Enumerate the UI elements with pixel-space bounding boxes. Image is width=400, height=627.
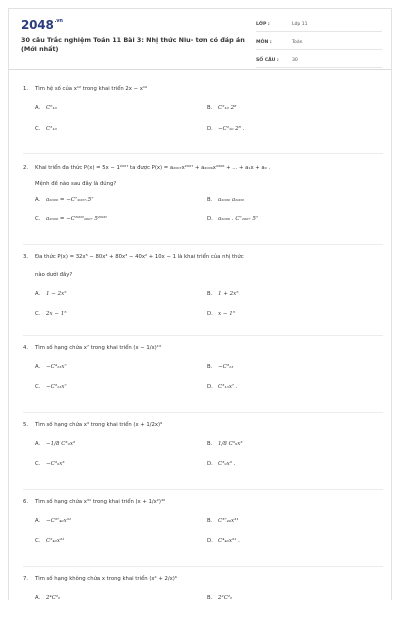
question-number: 7.	[23, 576, 29, 582]
question-text: 2. Khai triển đa thức P(x) = 5x − 1²⁰⁰⁷ ta được P(x) = a₂₀₀₇x²⁰⁰⁷ + a₂₀₀₆x²⁰⁰⁶ + ... + a₁x + a₀ .	[23, 165, 271, 171]
option-c[interactable]: C. 2x − 1⁵	[35, 311, 67, 317]
option-a[interactable]: A. C⁶₁₀	[35, 105, 57, 111]
meta-label: MÔN :	[256, 40, 272, 45]
meta-label: LỚP :	[256, 22, 270, 27]
option-d[interactable]: D. C³₁₃x⁷ .	[207, 384, 238, 390]
meta-value: Toán	[292, 40, 303, 45]
document-meta	[256, 19, 382, 73]
document-page	[8, 8, 392, 600]
option-d[interactable]: D. a₂₀₀₀ . C⁷₂₀₀₇ 5⁷	[207, 216, 259, 222]
question-text: 1. Tìm hệ số của x¹² trong khai triển 2x − x¹⁰	[23, 86, 148, 92]
document-header	[9, 9, 391, 70]
question-number: 3.	[23, 254, 29, 260]
question-item	[23, 413, 383, 490]
question-text: 4. Tìm số hạng chứa x⁷ trong khai triển (x − 1/x)¹³	[23, 345, 161, 351]
option-b[interactable]: B. 1/8 C³₉x³	[207, 441, 243, 447]
site-logo[interactable]	[21, 18, 63, 32]
option-b[interactable]: B. C²₁₀ 2⁸	[207, 105, 237, 111]
option-b[interactable]: B. C³⁷₄₀x³¹	[207, 518, 239, 524]
option-b[interactable]: B. a₂₀₀₀ a₂₀₀₀	[207, 197, 244, 203]
question-list	[23, 85, 383, 627]
option-a[interactable]: A. −C⁴₁₃x⁷	[35, 364, 67, 370]
meta-label: SỐ CÂU :	[256, 58, 279, 63]
question-item	[23, 85, 383, 154]
question-text: 6. Tìm số hạng chứa x³¹ trong khai triển (x + 1/x²)⁴⁰	[23, 499, 166, 505]
option-c[interactable]: C. C²₄₀x³¹	[35, 538, 65, 544]
question-number: 6.	[23, 499, 29, 505]
question-subtext: nào dưới đây?	[35, 272, 73, 278]
question-item	[23, 245, 383, 336]
option-a[interactable]: A. a₂₀₀₀ = −C⁷₂₀₀₇.5⁷	[35, 197, 94, 203]
question-item	[23, 336, 383, 413]
question-number: 4.	[23, 345, 29, 351]
meta-value: Lớp 11	[292, 22, 308, 27]
option-d[interactable]: D. C³₉x³ .	[207, 461, 236, 467]
meta-row-subject	[256, 37, 382, 50]
meta-value: 30	[292, 58, 298, 63]
option-b[interactable]: B. 2²C²₆	[207, 595, 233, 601]
meta-row-count	[256, 55, 382, 68]
question-item	[23, 154, 383, 245]
question-number: 5.	[23, 422, 29, 428]
question-text: 5. Tìm số hạng chứa x³ trong khai triển (x + 1/2x)⁹	[23, 422, 163, 428]
option-c[interactable]: C. −C³₁₃x⁷	[35, 384, 67, 390]
document-title: 30 câu Trắc nghiệm Toán 11 Bài 3: Nhị thức Niu- tơn có đáp án (Mới nhất)	[21, 36, 245, 53]
option-c[interactable]: C. a₂₀₀₀ = −C²⁰⁰⁰₂₀₀₇ 5²⁰⁰⁰	[35, 216, 107, 222]
option-a[interactable]: A. 1 − 2x⁵	[35, 291, 67, 297]
question-number: 1.	[23, 86, 29, 92]
option-d[interactable]: D. C⁴₄₀x³¹ .	[207, 538, 240, 544]
option-d[interactable]: D. x − 1⁵	[207, 311, 235, 317]
question-item	[23, 490, 383, 567]
option-a[interactable]: A. 2⁴C²₆	[35, 595, 61, 601]
option-a[interactable]: A. −1/8 C³₉x³	[35, 441, 76, 447]
option-b[interactable]: B. −C³₁₃	[207, 364, 234, 370]
option-c[interactable]: C. C²₁₀	[35, 126, 57, 132]
option-c[interactable]: C. −C³₉x³	[35, 461, 65, 467]
option-a[interactable]: A. −C³⁷₄₀x³¹	[35, 518, 72, 524]
question-number: 2.	[23, 165, 29, 171]
question-text: 3. Đa thức P(x) = 32x⁵ − 80x⁴ + 80x³ − 40x² + 10x − 1 là khai triển của nhị thức	[23, 254, 244, 260]
meta-row-class	[256, 19, 382, 32]
logo-suffix: .vn	[54, 18, 63, 24]
question-item	[23, 567, 383, 627]
option-d[interactable]: D. −C²₁₀ 2⁸ .	[207, 126, 245, 132]
question-subtext: Mệnh đề nào sau đây là đúng?	[35, 181, 117, 187]
logo-text: 2048	[21, 18, 54, 32]
option-b[interactable]: B. 1 + 2x⁵	[207, 291, 239, 297]
question-text: 7. Tìm số hạng không chứa x trong khai triển (x² + 2/x)⁶	[23, 576, 177, 582]
